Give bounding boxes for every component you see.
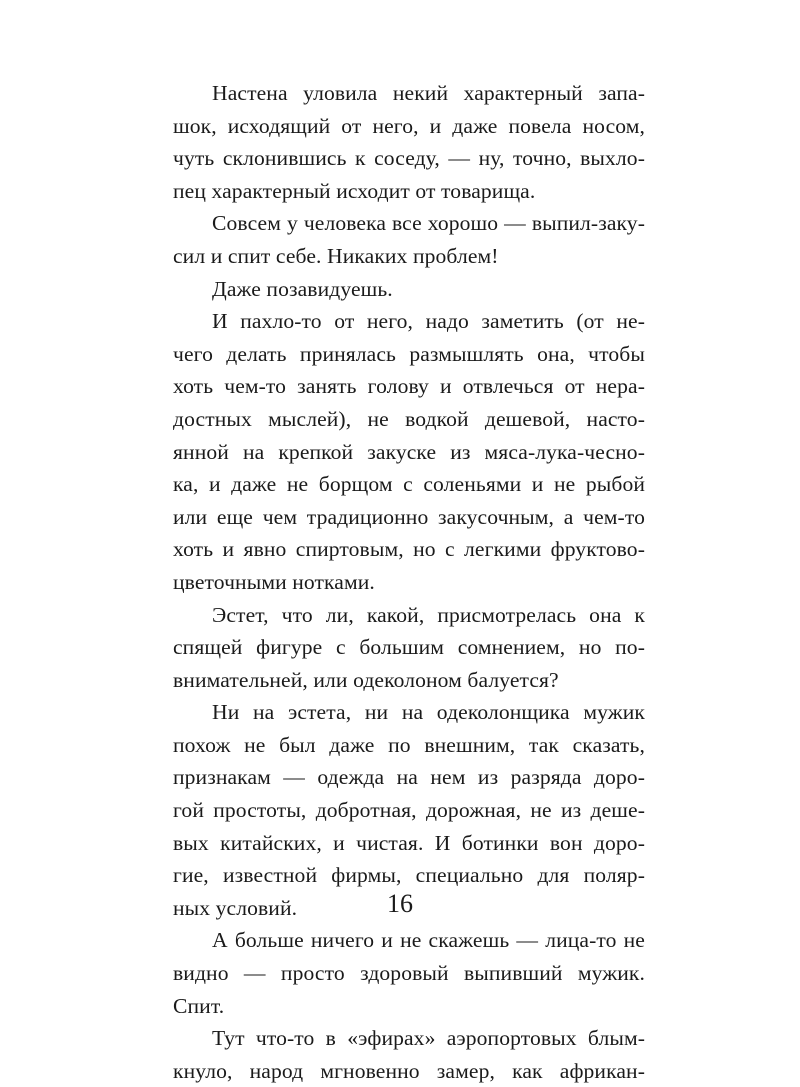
text-line: Тут что-то в «эфирах» аэропортовых блым- xyxy=(212,1026,645,1051)
paragraph xyxy=(173,77,645,207)
text-line: гой простоты, добротная, дорожная, не из деше- xyxy=(173,798,645,823)
text-line: чего делать принялась размышлять она, чтобы xyxy=(173,341,645,366)
text-line: пец характерный исходит от товарища. xyxy=(173,178,536,203)
text-line: янной на крепкой закуске из мяса-лука-чесно- xyxy=(173,439,645,464)
text-line: достных мыслей), не водкой дешевой, насто- xyxy=(173,406,645,431)
text-line: цветочными нотками. xyxy=(173,569,375,594)
text-line: похож не был даже по внешним, так сказать, xyxy=(173,732,645,757)
text-line: вых китайских, и чистая. И ботинки вон доро- xyxy=(173,830,645,855)
text-line: признакам — одежда на нем из разряда доро- xyxy=(173,765,645,790)
text-line: И пахло-то от него, надо заметить (от не- xyxy=(212,309,645,334)
text-line: гие, известной фирмы, специально для поляр- xyxy=(173,863,645,888)
text-line: или еще чем традиционно закусочным, а чем-то xyxy=(173,504,645,529)
text-line: ных условий. xyxy=(173,895,298,920)
text-line: ка, и даже не борщом с соленьями и не рыбой xyxy=(173,472,645,497)
text-line: А больше ничего и не скажешь — лица-то не xyxy=(212,928,645,953)
text-line: сил и спит себе. Никаких проблем! xyxy=(173,243,499,268)
paragraph xyxy=(173,207,645,272)
text-line: Даже позавидуешь. xyxy=(212,276,393,301)
text-line: внимательней, или одеколоном балуется? xyxy=(173,667,559,692)
text-line: видно — просто здоровый выпивший мужик. xyxy=(173,961,645,986)
text-line: хоть и явно спиртовым, но с легкими фруктово- xyxy=(173,537,645,562)
text-line: кнуло, народ мгновенно замер, как африкан- xyxy=(173,1058,645,1083)
paragraph xyxy=(173,599,645,697)
text-line: Спит. xyxy=(173,993,225,1018)
text-line: Совсем у человека все хорошо — выпил-заку- xyxy=(212,211,645,236)
text-column xyxy=(173,77,645,1087)
text-line: спящей фигуре с большим сомнением, но по- xyxy=(173,635,645,660)
paragraph xyxy=(173,924,645,1022)
text-line: Ни на эстета, ни на одеколонщика мужик xyxy=(212,700,645,725)
paragraph xyxy=(173,1022,645,1087)
text-line: хоть чем-то занять голову и отвлечься от нера- xyxy=(173,374,645,399)
paragraph xyxy=(173,273,645,306)
text-line: чуть склонившись к соседу, — ну, точно, выхло- xyxy=(173,146,645,171)
text-line: Эстет, что ли, какой, присмотрелась она к xyxy=(212,602,645,627)
text-line: шок, исходящий от него, и даже повела носом, xyxy=(173,113,645,138)
page-number: 16 xyxy=(387,889,413,918)
paragraph xyxy=(173,305,645,598)
text-line: Настена уловила некий характерный запа- xyxy=(212,81,645,105)
